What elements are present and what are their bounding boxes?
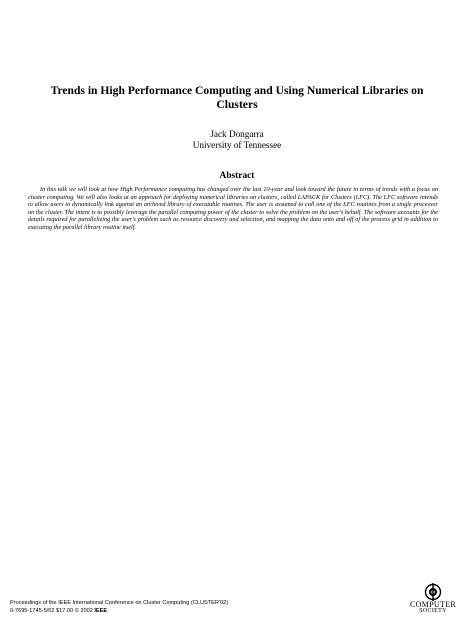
paper-title: Trends in High Performance Computing and Using Numerical Libraries on Clusters: [50, 84, 424, 111]
author-affiliation: University of Tennessee: [192, 140, 282, 150]
footer-publisher: IEEE: [94, 607, 108, 614]
author-block: [0, 129, 474, 151]
logo-word-society: SOCIETY: [419, 608, 447, 614]
footer-proceedings: Proceedings of the IEEE International Conference on Cluster Computing (CLUSTER'02): [10, 600, 229, 606]
footer: [10, 600, 228, 615]
author-name: Jack Dongarra: [210, 129, 264, 139]
abstract-heading: Abstract: [219, 171, 255, 181]
computer-society-logo: [404, 583, 462, 623]
abstract-body: In this talk we will look at how High Performance computing has changed over the last 10-year and look toward the future in terms of trends with a focus on cluster computing. We will also looks at an approach for deploying numerical libraries on clusters, called LAPACK for Clusters (LFC). The LFC software intends to allow users to dynamically link against an archived library of executable routines. The user is assumed to call one of the LFC routines from a single processor on the cluster. The intent is to possibly leverage the parallel computing power of the cluster to solve the problem on the user's behalf. The software accounts for the details required for parallelizing the user's problem such as resource discovery and selection, and mapping the data onto and off of the process grid in addition to executing the parallel library routine itself.: [28, 186, 438, 231]
logo-word-computer: COMPUTER: [410, 600, 456, 609]
ieee-computer-society-logo-icon: [424, 583, 442, 601]
footer-isbn-price: 0-7695-1745-5/02 $17.00 © 2002: [10, 607, 93, 614]
footer-copyright: [10, 608, 228, 616]
